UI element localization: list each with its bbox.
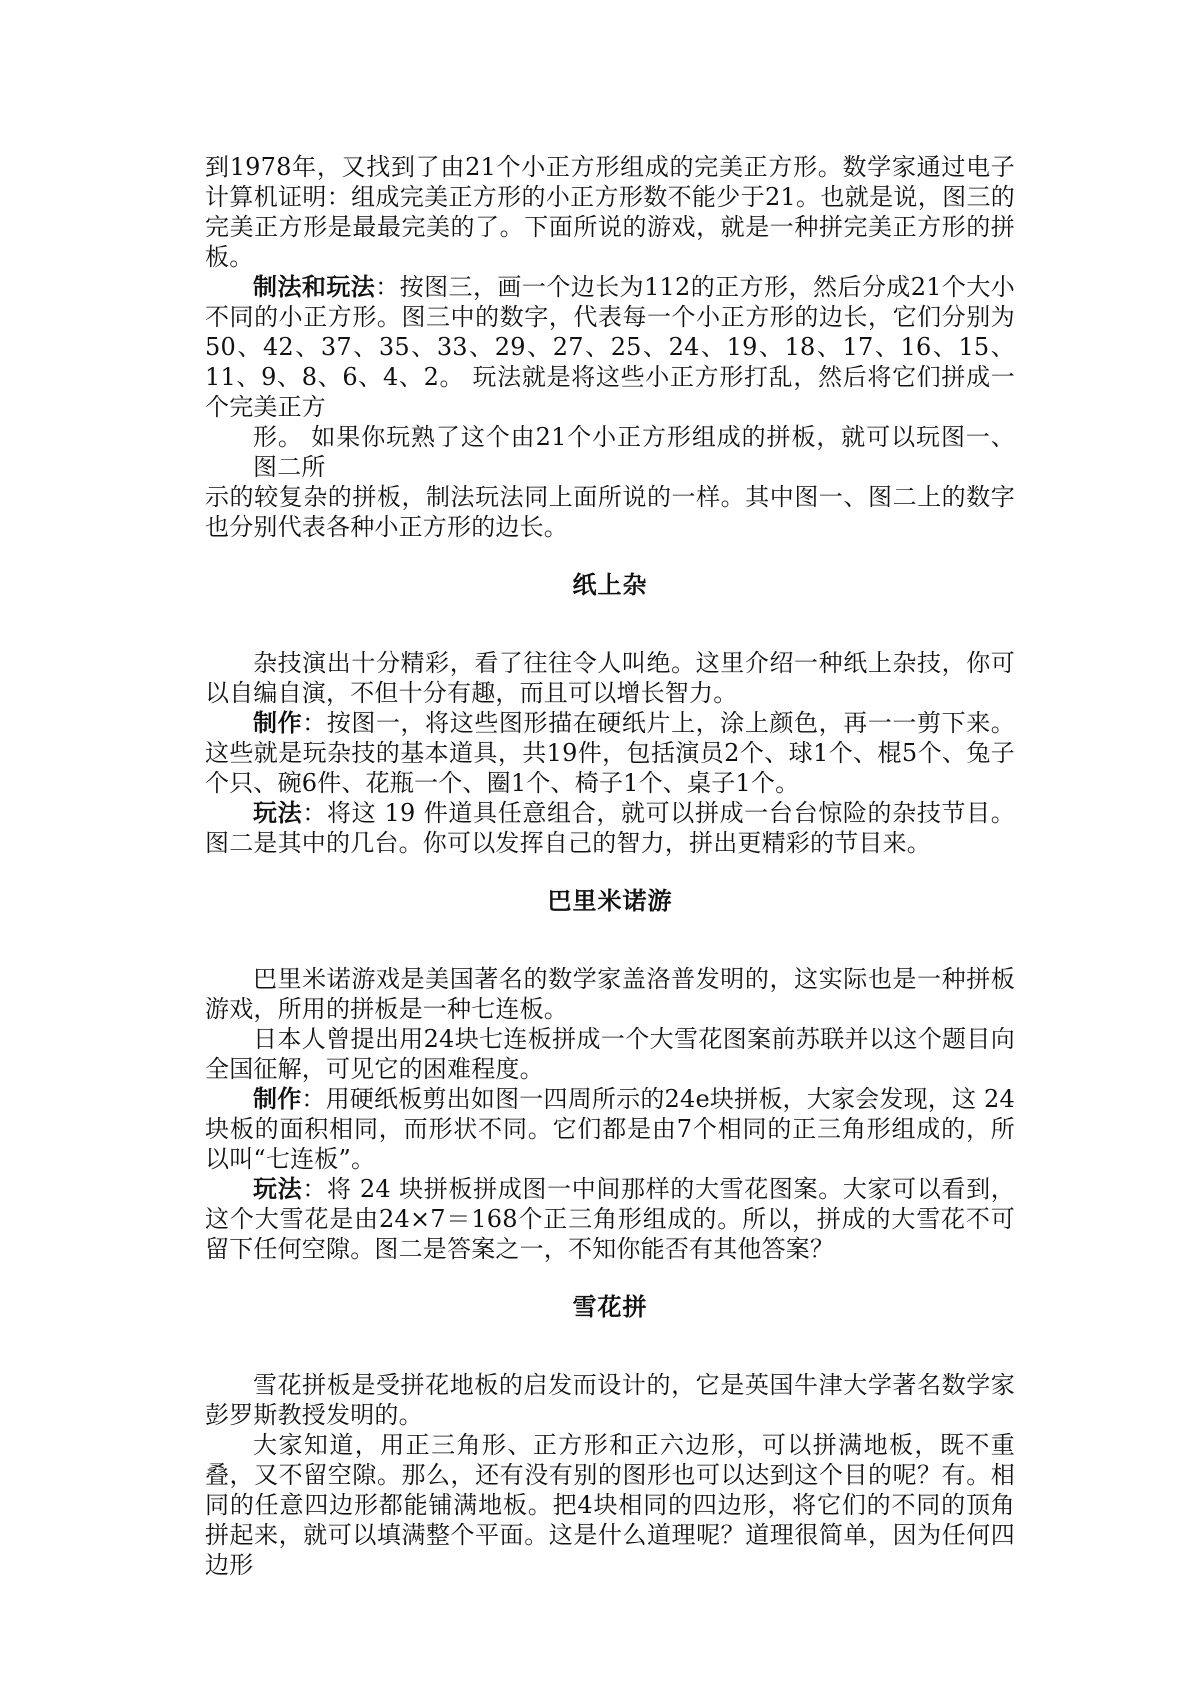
paragraph-acrobatics-make bbox=[205, 708, 1015, 798]
section-title-paper-acrobatics: 纸上杂 bbox=[572, 571, 648, 599]
paragraph-acrobatics-intro: 杂技演出十分精彩，看了往往令人叫绝。这里介绍一种纸上杂技，你可以自编自演，不但十分有趣，而且可以增长智力。 bbox=[205, 649, 1015, 707]
text-make-2: ：用硬纸板剪出如图一四周所示的24e块拼板，大家会发现，这 24 块板的面积相同，而形状不同。它们都是由7个相同的正三角形组成的，所以叫“七连板”。 bbox=[205, 1085, 1015, 1173]
paragraph-polyiamond-intro: 巴里米诺游戏是美国著名的数学家盖洛普发明的，这实际也是一种拼板游戏，所用的拼板是一种七连板。 bbox=[205, 965, 1015, 1023]
document-page bbox=[205, 152, 1015, 1580]
paragraph-figure-ref: 形。 如果你玩熟了这个由21个小正方形组成的拼板，就可以玩图一、图二所 bbox=[253, 423, 1015, 481]
label-play-2: 玩法 bbox=[253, 1174, 303, 1203]
label-make: 制作 bbox=[253, 708, 303, 737]
paragraph-snowflake-tiling: 大家知道，用正三角形、正方形和正六边形，可以拼满地板，既不重叠，又不留空隙。那么，还有没有别的图形也可以达到这个目的呢？有。相同的任意四边形都能铺满地板。把4块相同的四边形，将它们的不同的顶角拼起来，就可以填满整个平面。这是什么道理呢？道理很简单，因为任何四边形 bbox=[205, 1431, 1015, 1579]
text-method: ：按图三，画一个边长为112的正方形，然后分成21个大小不同的小正方形。图三中的数字，代表每一个小正方形的边长，它们分别为50、42、37、35、33、29、27、25、24、19、18、17、16、15、11、9、8、6、4、2。 玩法就是将这些小正方形打乱，然后将它们拼成一个完美正方 bbox=[205, 273, 1015, 421]
paragraph-method bbox=[205, 272, 1015, 422]
paragraph-polyiamond-make bbox=[205, 1084, 1015, 1174]
paragraph-snowflake-intro: 雪花拼板是受拼花地板的启发而设计的，它是英国牛津大学著名数学家彭罗斯教授发明的。 bbox=[205, 1371, 1015, 1429]
text-make: ：按图一，将这些图形描在硬纸片上，涂上颜色，再一一剪下来。 这些就是玩杂技的基本道具，共19件，包括演员2个、球1个、棍5个、兔子个只、碗6件、花瓶一个、圈1个、椅子1个、桌子1个。 bbox=[205, 709, 1015, 797]
label-method: 制法和玩法 bbox=[253, 272, 376, 301]
paragraph-acrobatics-play bbox=[205, 798, 1015, 858]
paragraph-polyiamond-history: 日本人曾提出用24块七连板拼成一个大雪花图案前苏联并以这个题目向全国征解，可见它的困难程度。 bbox=[205, 1025, 1015, 1083]
paragraph-complex-boards: 示的较复杂的拼板，制法玩法同上面所说的一样。其中图一、图二上的数字也分别代表各种小正方形的边长。 bbox=[205, 483, 1015, 541]
text-play-2: ：将 24 块拼板拼成图一中间那样的大雪花图案。大家可以看到，这个大雪花是由24×7＝168个正三角形组成的。所以，拼成的大雪花不可留下任何空隙。图二是答案之一，不知你能否有其他答案？ bbox=[205, 1175, 1015, 1263]
label-play: 玩法 bbox=[253, 798, 303, 827]
section-title-polyiamond-game: 巴里米诺游 bbox=[547, 887, 673, 915]
section-title-snowflake-puzzle: 雪花拼 bbox=[572, 1293, 648, 1321]
label-make-2: 制作 bbox=[253, 1084, 302, 1113]
paragraph-polyiamond-play bbox=[205, 1174, 1015, 1264]
paragraph-perfect-square-intro: 到1978年，又找到了由21个小正方形组成的完美正方形。数学家通过电子计算机证明：组成完美正方形的小正方形数不能少于21。也就是说，图三的完美正方形是最最完美的了。下面所说的游戏，就是一种拼完美正方形的拼板。 bbox=[205, 153, 1015, 271]
text-play: ：将这 19 件道具任意组合，就可以拼成一台台惊险的杂技节目。图二是其中的几台。你可以发挥自己的智力，拼出更精彩的节目来。 bbox=[205, 799, 1015, 857]
